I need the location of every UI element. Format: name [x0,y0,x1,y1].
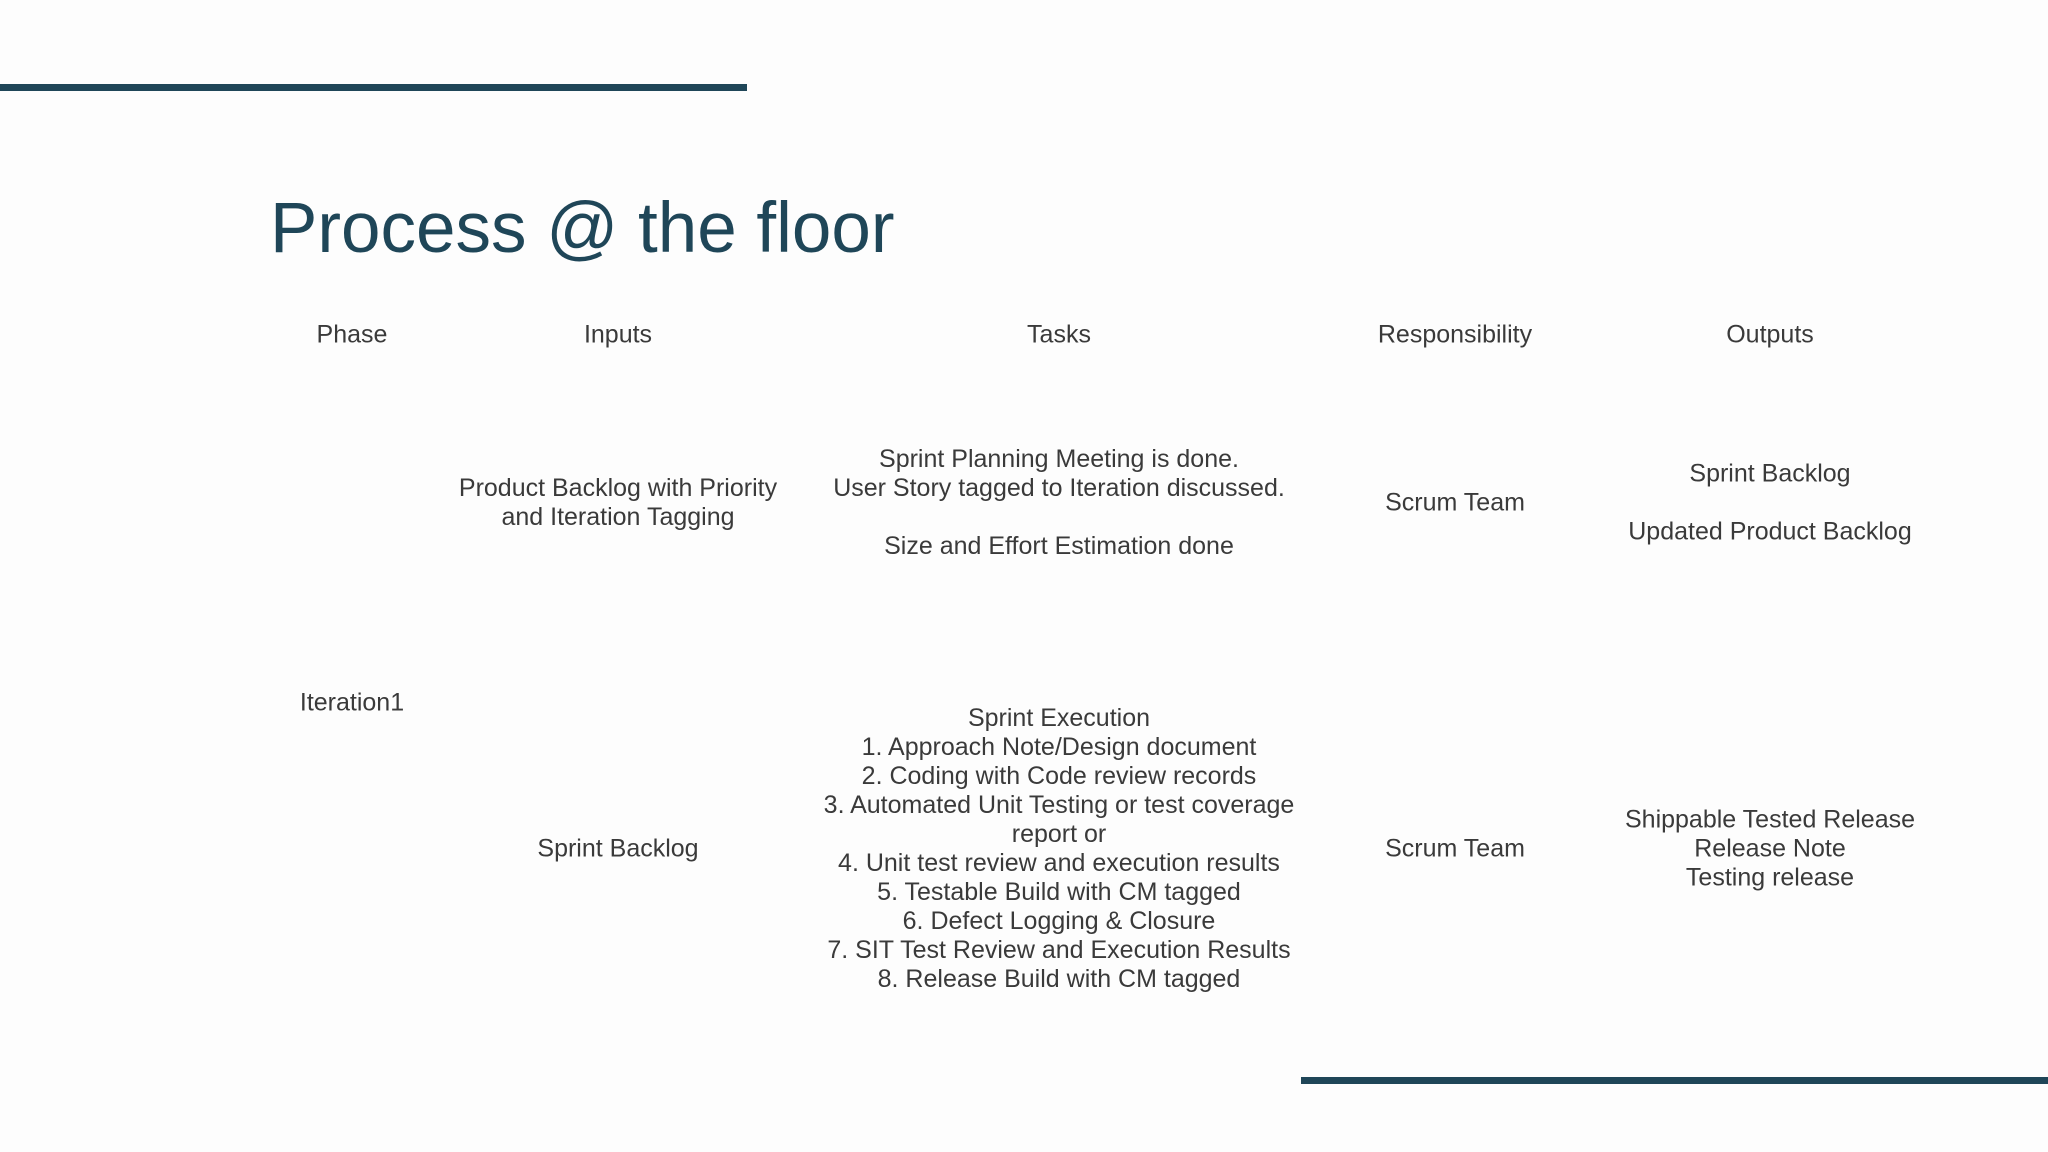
header-phase: Phase [316,320,388,349]
phase-cell: Iteration1 [299,688,405,717]
header-inputs: Inputs [583,320,653,349]
row-1-outputs: Sprint Backlog Updated Product Backlog [1628,459,1912,546]
row-2-responsibility: Scrum Team [1385,834,1525,863]
row-2-inputs: Sprint Backlog [537,834,699,863]
top-accent-line [0,84,747,91]
header-responsibility: Responsibility [1377,320,1533,349]
slide-title: Process @ the floor [270,189,895,268]
row-1-tasks: Sprint Planning Meeting is done. User Story tagged to Iteration discussed. Size and Effort Estimation done [833,445,1285,560]
row-1-responsibility: Scrum Team [1385,488,1525,517]
row-1-inputs: Product Backlog with Priority and Iteration Tagging [458,474,778,531]
header-tasks: Tasks [1027,320,1091,349]
bottom-accent-line [1301,1077,2048,1084]
row-2-outputs: Shippable Tested Release Release Note Testing release [1624,805,1916,892]
row-2-tasks: Sprint Execution 1. Approach Note/Design document 2. Coding with Code review records 3. Automated Unit Testing or test coverage report or 4. Unit test review and execution results 5. Testable Build with CM tagged 6. Defect Logging & Closure 7. SIT Test Review and Execution Results 8. Release Build with CM tagged [823,704,1295,993]
header-outputs: Outputs [1726,320,1814,349]
